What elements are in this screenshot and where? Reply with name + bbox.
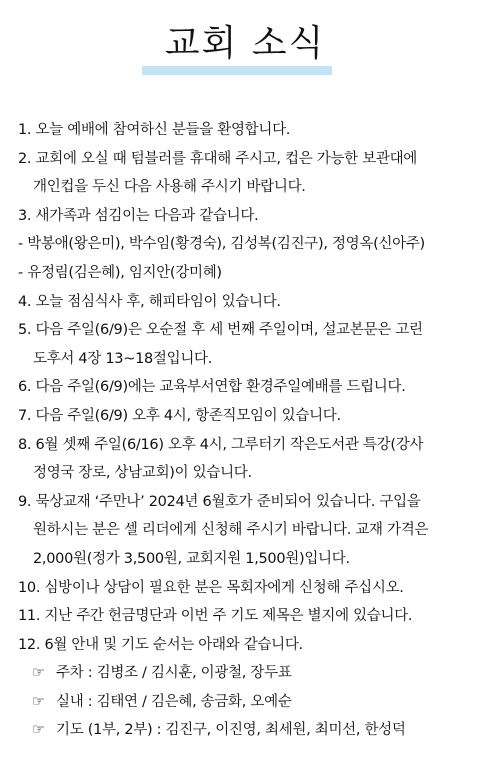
list-item <box>18 288 480 317</box>
list-item <box>18 316 480 373</box>
list-item <box>18 373 480 402</box>
list-item <box>18 602 480 631</box>
item-line: - 유정림(김은혜), 임지안(강미혜) <box>18 264 222 281</box>
announcement-list <box>18 116 480 745</box>
item-line: 5. 다음 주일(6/9)은 오순절 후 세 번째 주일이며, 설교본문은 고린 <box>18 322 423 339</box>
item-line: 2. 교회에 오실 때 텀블러를 휴대해 주시고, 컵은 가능한 보관대에 <box>18 150 417 167</box>
list-item <box>18 259 480 288</box>
item-line: 12. 6월 안내 및 기도 순서는 아래와 같습니다. <box>18 636 303 653</box>
bullet-text: 기도 (1부, 2부) : 김진구, 이진영, 최세원, 최미선, 한성덕 <box>56 722 406 739</box>
item-line: 11. 지난 주간 헌금명단과 이번 주 기도 제목은 별지에 있습니다. <box>18 608 413 625</box>
item-line: 2,000원(정가 3,500원, 교회지원 1,500원)입니다. <box>33 550 350 567</box>
item-line: 4. 오늘 점심식사 후, 해피타임이 있습니다. <box>18 293 281 310</box>
bullet-item-prayer <box>18 716 480 745</box>
item-line: 9. 묵상교재 ‘주만나’ 2024년 6월호가 준비되어 있습니다. 구입을 <box>18 493 421 510</box>
pointing-hand-icon: ☞ <box>32 693 45 710</box>
bullet-item-indoor <box>18 688 480 717</box>
item-line: 3. 새가족과 섬김이는 다음과 같습니다. <box>18 207 259 224</box>
title-wrap <box>0 22 490 66</box>
item-line: 개인컵을 두신 다음 사용해 주시기 바랍니다. <box>33 179 306 196</box>
bullet-text: 실내 : 김태연 / 김은혜, 송금화, 오예순 <box>56 693 292 710</box>
item-line: 8. 6월 셋째 주일(6/16) 오후 4시, 그루터기 작은도서관 특강(강사 <box>18 436 424 453</box>
title-underline <box>142 66 332 75</box>
list-item <box>18 431 480 488</box>
item-line: 10. 심방이나 상담이 필요한 분은 목회자에게 신청해 주십시오. <box>18 579 404 596</box>
list-item <box>18 574 480 603</box>
pointing-hand-icon: ☞ <box>32 665 45 682</box>
item-line: 7. 다음 주일(6/9) 오후 4시, 항존직모임이 있습니다. <box>18 407 341 424</box>
list-item <box>18 116 480 145</box>
item-line: 6. 다음 주일(6/9)에는 교육부서연합 환경주일예배를 드립니다. <box>18 379 406 396</box>
item-line: 원하시는 분은 셀 리더에게 신청해 주시기 바랍니다. 교재 가격은 <box>33 522 429 539</box>
list-item <box>18 230 480 259</box>
bullet-item-parking <box>18 659 480 688</box>
list-item <box>18 145 480 202</box>
item-line: 도후서 4장 13~18절입니다. <box>33 350 213 367</box>
item-line: - 박봉애(왕은미), 박수임(황경숙), 김성복(김진구), 정영옥(신아주) <box>18 236 425 253</box>
pointing-hand-icon: ☞ <box>32 722 45 739</box>
list-item <box>18 402 480 431</box>
item-line: 1. 오늘 예배에 참여하신 분들을 환영합니다. <box>18 122 291 138</box>
list-item <box>18 488 480 574</box>
bullet-text: 주차 : 김병조 / 김시훈, 이광철, 장두표 <box>56 665 292 682</box>
list-item <box>18 631 480 660</box>
item-line: 정영국 장로, 상남교회)이 있습니다. <box>33 465 252 482</box>
list-item <box>18 202 480 231</box>
page-title: 교회 소식 <box>164 23 326 64</box>
